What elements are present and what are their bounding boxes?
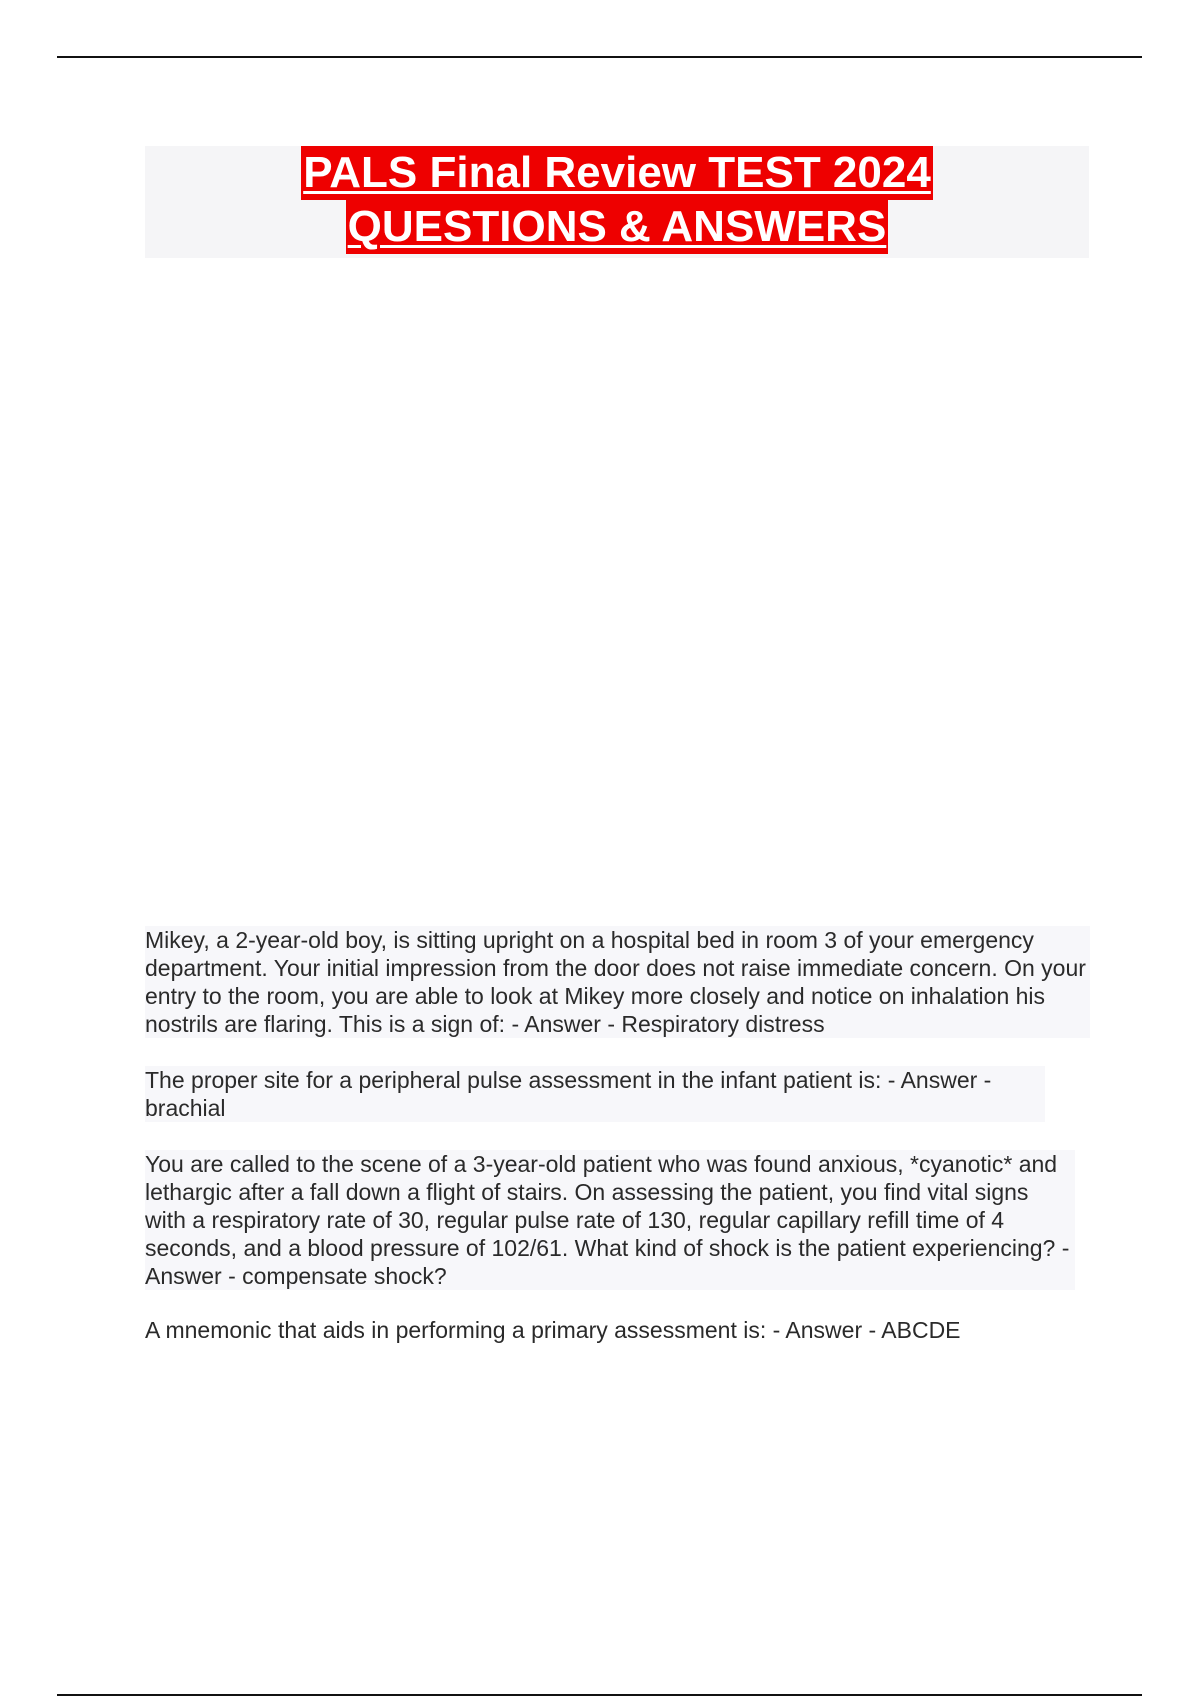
qa-item: The proper site for a peripheral pulse assessment in the infant patient is: - Answer - brachial	[145, 1066, 1045, 1122]
top-divider	[57, 56, 1142, 58]
bottom-divider	[57, 1694, 1142, 1696]
qa-item: Mikey, a 2-year-old boy, is sitting upright on a hospital bed in room 3 of your emergency department. Your initial impression from the door does not raise immediate concern. On your entry to the room, you are able to look at Mikey more closely and notice on inhalation his nostrils are flaring. This is a sign of: - Answer - Respiratory distress	[145, 926, 1090, 1038]
document-title-line-1: PALS Final Review TEST 2024	[301, 146, 933, 200]
qa-item: A mnemonic that aids in performing a primary assessment is: - Answer - ABCDE	[145, 1317, 961, 1343]
document-title-line-2: QUESTIONS & ANSWERS	[346, 200, 889, 254]
title-block	[145, 146, 1089, 258]
qa-item: You are called to the scene of a 3-year-old patient who was found anxious, *cyanotic* and lethargic after a fall down a flight of stairs. On assessing the patient, you find vital signs with a respiratory rate of 30, regular pulse rate of 130, regular capillary refill time of 4 seconds, and a blood pressure of 102/61. What kind of shock is the patient experiencing? - Answer - compensate shock?	[145, 1150, 1075, 1290]
